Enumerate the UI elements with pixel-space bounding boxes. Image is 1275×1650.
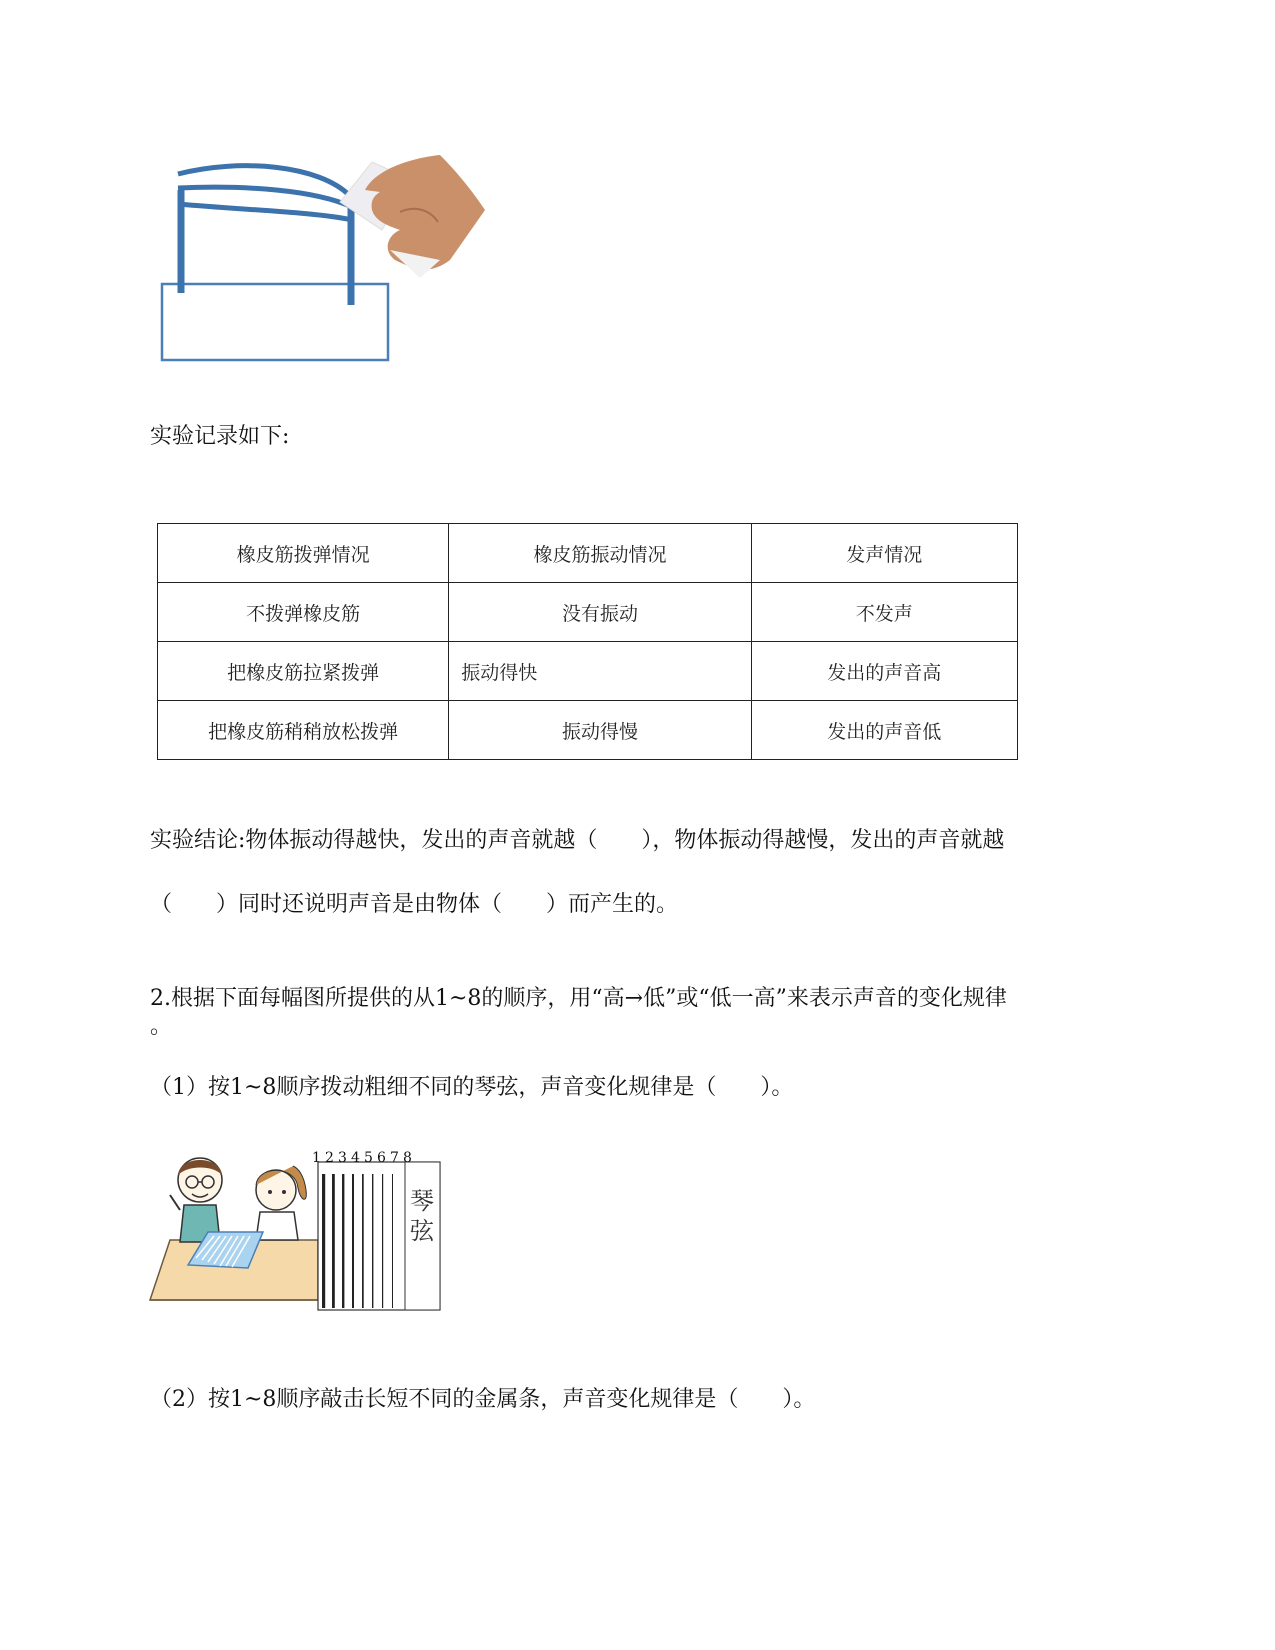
table-cell: 把橡皮筋稍稍放松拨弹: [158, 701, 449, 760]
table-header-cell: 橡皮筋振动情况: [449, 524, 751, 583]
string-number: 5: [364, 1150, 373, 1166]
conclusion-line-1: 实验结论:物体振动得越快，发出的声音就越（ ），物体振动得越慢，发出的声音就越: [150, 828, 1005, 853]
strings-figure: [148, 1150, 460, 1325]
conclusion-line-2: （ ）同时还说明声音是由物体（ ）而产生的。: [150, 892, 679, 917]
table-cell: 发出的声音高: [751, 642, 1017, 701]
intro-label: 实验记录如下:: [150, 424, 290, 449]
table-cell: 不发声: [751, 583, 1017, 642]
table-cell: 发出的声音低: [751, 701, 1017, 760]
table-header-row: [158, 524, 1018, 583]
string-number: 4: [351, 1150, 360, 1166]
string-number: 2: [325, 1150, 334, 1166]
string-number: 3: [338, 1150, 347, 1166]
question-2-line-1: 2.根据下面每幅图所提供的从1~8的顺序，用“高→低”或“低一高”来表示声音的变化规律: [150, 986, 1007, 1011]
string-number: 1: [312, 1150, 321, 1166]
panel-label-char: 琴: [410, 1187, 434, 1215]
string-number: 7: [390, 1150, 399, 1166]
table-row: [158, 642, 1018, 701]
panel-label-char: 弦: [410, 1217, 434, 1245]
string-number: 6: [377, 1150, 386, 1166]
table-cell: 不拨弹橡皮筋: [158, 583, 449, 642]
rubber-band-box-figure: [150, 150, 490, 365]
table-cell: 振动得慢: [449, 701, 751, 760]
question-2-sub-2: （2）按1~8顺序敲击长短不同的金属条，声音变化规律是（ ）。: [150, 1387, 816, 1412]
table-cell: 振动得快: [449, 642, 751, 701]
string-number: 8: [403, 1150, 412, 1166]
panel-label: [410, 1186, 434, 1246]
experiment-record-table: [157, 523, 1018, 760]
table-row: [158, 583, 1018, 642]
string-number-labels: [312, 1150, 412, 1166]
question-2-sub-1: （1）按1~8顺序拨动粗细不同的琴弦，声音变化规律是（ ）。: [150, 1075, 794, 1100]
table-header-cell: 发声情况: [751, 524, 1017, 583]
table-cell: 没有振动: [449, 583, 751, 642]
table-header-cell: 橡皮筋拨弹情况: [158, 524, 449, 583]
question-2-line-2: 。: [150, 1014, 173, 1039]
table-cell: 把橡皮筋拉紧拨弹: [158, 642, 449, 701]
table-row: [158, 701, 1018, 760]
